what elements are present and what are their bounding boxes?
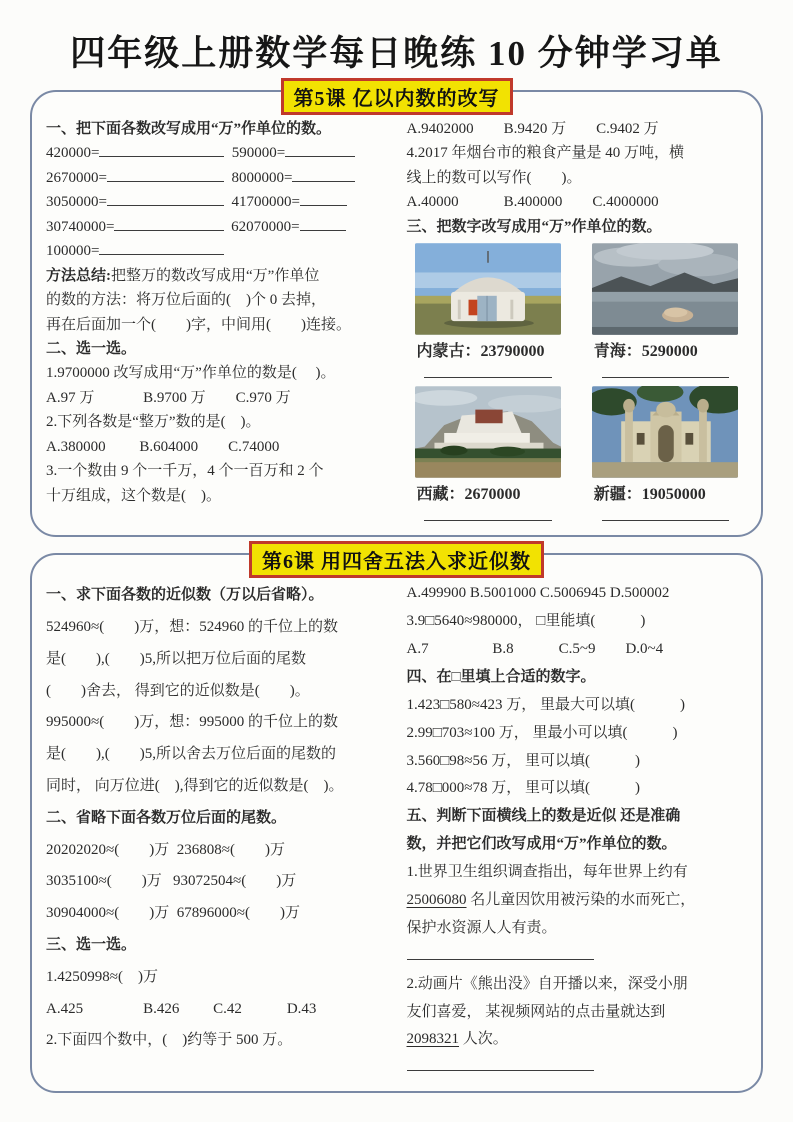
text-line: 二、选一选。 (46, 340, 137, 357)
text-line: 4.2017 年烟台市的粮食产量是 40 万吨，横 (406, 145, 685, 162)
text-line: 3035100≈( )万 93072504≈( )万 (46, 873, 297, 890)
lesson5-right-text (407, 117, 748, 239)
lesson6-right-column (397, 580, 748, 1082)
fill-in-blank (292, 167, 354, 182)
text-line: A.7 B.8 C.5~9 D.0~4 (406, 640, 664, 657)
fill-in-blank (285, 142, 355, 157)
text-line: 2670000= 8000000= (46, 166, 387, 190)
text-line: 十万组成，这个数是( )。 (46, 487, 221, 504)
yurt-photo-icon (411, 243, 566, 335)
text-line: 五、判断下面横线上的数是近似 还是准确 (406, 808, 681, 825)
fill-in-blank (114, 216, 223, 231)
text-line: 3.560□98≈56 万， 里可以填( ) (406, 752, 641, 769)
text-line: 友们喜爱， 某视频网站的点击量就达到 (406, 1003, 666, 1020)
answer-blank (602, 364, 729, 378)
text-line: 再在后面加一个( )字，中间用( )连接。 (46, 316, 351, 333)
text-line: 保护水资源人人有责。 (406, 919, 557, 936)
text-line: A.40000 B.400000 C.4000000 (406, 194, 659, 211)
section-lesson5 (30, 90, 763, 537)
answer-blank (424, 364, 551, 378)
underlined-number: 2098321 (406, 1031, 459, 1048)
text-line: A.380000 B.604000 C.74000 (46, 438, 280, 455)
text-line: 995000≈( )万，想：995000 的千位上的数 (46, 714, 338, 731)
text-line: 是( ),( )5,所以舍去万位后面的尾数的 (46, 746, 336, 763)
text-line: 20202020≈( )万 236808≈( )万 (46, 841, 285, 858)
text-line: 1.9700000 改写成用“万”作单位的数是( )。 (46, 365, 336, 382)
text-line: 四、在□里填上合适的数字。 (406, 668, 596, 685)
text-line: 3.9□5640≈980000， □里能填( ) (406, 613, 646, 630)
text-line: 三、把数字改写成用“万”作单位的数。 (406, 218, 662, 235)
text-line: A.499900 B.5001000 C.5006945 D.500002 (406, 585, 670, 602)
text-line: 420000= 590000= (46, 141, 387, 165)
fill-in-blank (300, 216, 347, 231)
text-line: 2098321 人次。 (406, 1031, 508, 1048)
text-line: ( )舍去， 得到它的近似数是( )。 (46, 682, 310, 699)
text-line: 3.一个数由 9 个一千万，4 个一百万和 2 个 (46, 463, 324, 480)
text-line: 是( ),( )5,所以把万位后面的尾数 (46, 650, 306, 667)
lesson5-badge: 第5课 亿以内数的改写 (281, 78, 513, 115)
photo-label: 内蒙古：23790000 (416, 343, 545, 361)
text-line: 524960≈( )万，想：524960 的千位上的数 (46, 618, 338, 635)
text-line: 三、选一选。 (46, 936, 137, 953)
text-line: 1.423□580≈423 万， 里最大可以填( ) (406, 696, 686, 713)
text-line: 一、求下面各数的近似数（万以后省略）。 (46, 587, 324, 604)
text-line: 30904000≈( )万 67896000≈( )万 (46, 905, 300, 922)
text-line: 方法总结:把整万的数改写成用“万”作单位 (46, 267, 320, 284)
fill-in-blank (99, 142, 224, 157)
province-photo-grid (407, 243, 748, 527)
fill-in-blank (407, 1056, 594, 1071)
text-line: 1.4250998≈( )万 (46, 968, 158, 985)
fill-in-blank (99, 240, 224, 255)
text-line: 2.下面四个数中，( )约等于 500 万。 (46, 1032, 293, 1049)
lesson6-badge: 第6课 用四舍五法入求近似数 (249, 541, 544, 578)
text-line: 1.世界卫生组织调查指出，每年世界上约有 (406, 864, 688, 881)
text-line: 4.78□000≈78 万， 里可以填( ) (406, 780, 641, 797)
text-line: 30740000= 62070000= (46, 215, 387, 239)
fill-in-blank (107, 167, 224, 182)
photo-qinghai (588, 243, 743, 384)
photo-label: 青海：5290000 (593, 343, 698, 361)
page-title: 四年级上册数学每日晚练 10 分钟学习单 (70, 34, 723, 73)
text-line: 25006080 名儿童因饮用被污染的水而死亡， (406, 891, 696, 908)
text-line: 二、省略下面各数万位后面的尾数。 (46, 809, 287, 826)
photo-xinjiang (588, 386, 743, 527)
text-line: A.9402000 B.9420 万 C.9402 万 (406, 121, 659, 137)
photo-label: 西藏：2670000 (416, 486, 521, 504)
section-lesson6 (30, 553, 763, 1093)
lesson5-right-column (397, 117, 748, 527)
text-line: 3050000= 41700000= (46, 190, 387, 214)
lesson6-left-column (46, 580, 397, 1082)
fill-in-blank (407, 945, 594, 960)
text-line (407, 943, 748, 971)
text-line: 100000= (46, 239, 387, 263)
text-line (407, 1054, 748, 1082)
text-line: A.425 B.426 C.42 D.43 (46, 1000, 317, 1017)
lesson5-left-column (46, 117, 397, 527)
text-line: 同时， 向万位进( ),得到它的近似数是( )。 (46, 777, 344, 794)
text-line: 2.动画片《熊出没》自开播以来，深受小朋 (406, 975, 688, 992)
text-line: A.97 万 B.9700 万 C.970 万 (46, 389, 291, 406)
photo-inner-mongolia (411, 243, 566, 384)
text-line: 一、把下面各数改写成用“万”作单位的数。 (46, 121, 332, 137)
text-line: 数，并把它们改写成用“万”作单位的数。 (406, 836, 677, 853)
mosque-photo-icon (588, 386, 743, 478)
text-line: 2.99□703≈100 万， 里最小可以填( ) (406, 724, 678, 741)
fill-in-blank (107, 191, 224, 206)
underlined-number: 25006080 (406, 891, 467, 908)
photo-tibet (411, 386, 566, 527)
answer-blank (602, 507, 729, 521)
fill-in-blank (300, 191, 347, 206)
photo-label: 新疆：19050000 (593, 486, 706, 504)
text-line: 2.下列各数是“整万”数的是( )。 (46, 414, 261, 431)
lake-photo-icon (588, 243, 743, 335)
palace-photo-icon (411, 386, 566, 478)
text-line: 线上的数可以写作( )。 (406, 169, 582, 186)
text-line: 的数的方法：将万位后面的( )个 0 去掉， (46, 292, 326, 309)
answer-blank (424, 507, 551, 521)
